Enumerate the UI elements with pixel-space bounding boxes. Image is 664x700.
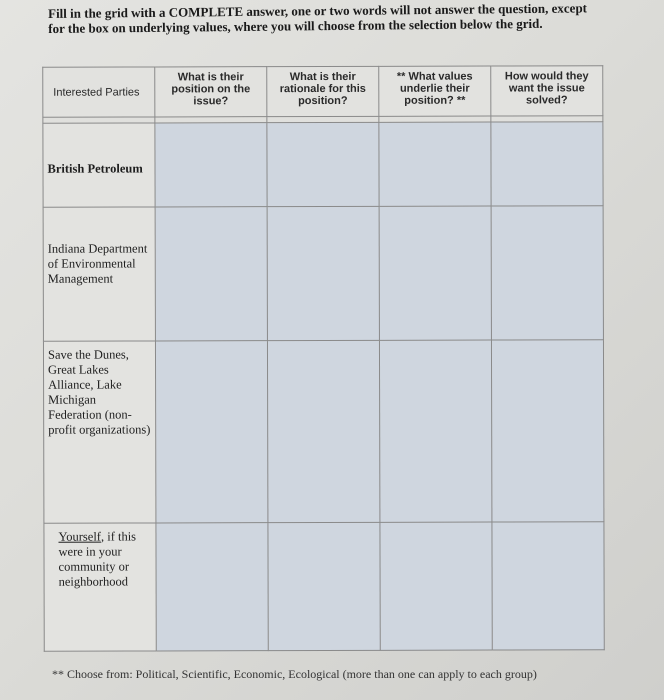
instructions-text: Fill in the grid with a COMPLETE answer, one or two words will not answer the question, except for the box on underlying values, where you will choose from the selection below the grid. [48,0,588,36]
row-label-idem: Indiana Department of Environmental Management [43,207,155,341]
answer-cell-idem-solution[interactable] [491,206,603,340]
answer-cell-dunes-rationale[interactable] [267,340,379,522]
answer-cell-idem-values[interactable] [379,206,491,340]
header-solution: How would they want the issue solved? [491,66,603,116]
header-position: What is their position on the issue? [155,67,267,117]
answer-cell-dunes-position[interactable] [155,341,267,523]
answer-cell-you-solution[interactable] [492,522,604,650]
answer-cell-idem-position[interactable] [155,207,267,341]
answer-cell-bp-rationale[interactable] [267,122,379,206]
table-row [43,206,603,341]
table-row [43,122,603,207]
row-label-yourself [44,523,156,651]
yourself-rest: , if this were in your community or neighborhood [58,529,137,589]
header-interested-parties: Interested Parties [43,67,155,117]
table-row [43,340,603,523]
answer-cell-bp-values[interactable] [379,122,491,206]
header-rationale: What is their rationale for this position? [267,66,379,116]
footnote-choices: ** Choose from: Political, Scientific, Economic, Ecological (more than one can apply to each group) [52,667,537,681]
header-values: ** What values underlie their position? ** [379,66,491,116]
answer-cell-you-rationale[interactable] [268,522,380,650]
answer-cell-idem-rationale[interactable] [267,206,379,340]
answer-cell-you-values[interactable] [380,522,492,650]
row-label-save-the-dunes: Save the Dunes, Great Lakes Alliance, Lake Michigan Federation (non-profit organizations) [43,341,155,523]
answer-cell-dunes-solution[interactable] [491,340,603,522]
row-label-british-petroleum: British Petroleum [43,123,155,207]
worksheet-grid [42,65,605,651]
answer-cell-bp-position[interactable] [155,123,267,207]
yourself-underlined: Yourself [58,529,101,544]
answer-cell-you-position[interactable] [156,523,268,651]
table-row [44,522,604,651]
answer-cell-bp-solution[interactable] [491,122,603,206]
answer-cell-dunes-values[interactable] [379,340,491,522]
